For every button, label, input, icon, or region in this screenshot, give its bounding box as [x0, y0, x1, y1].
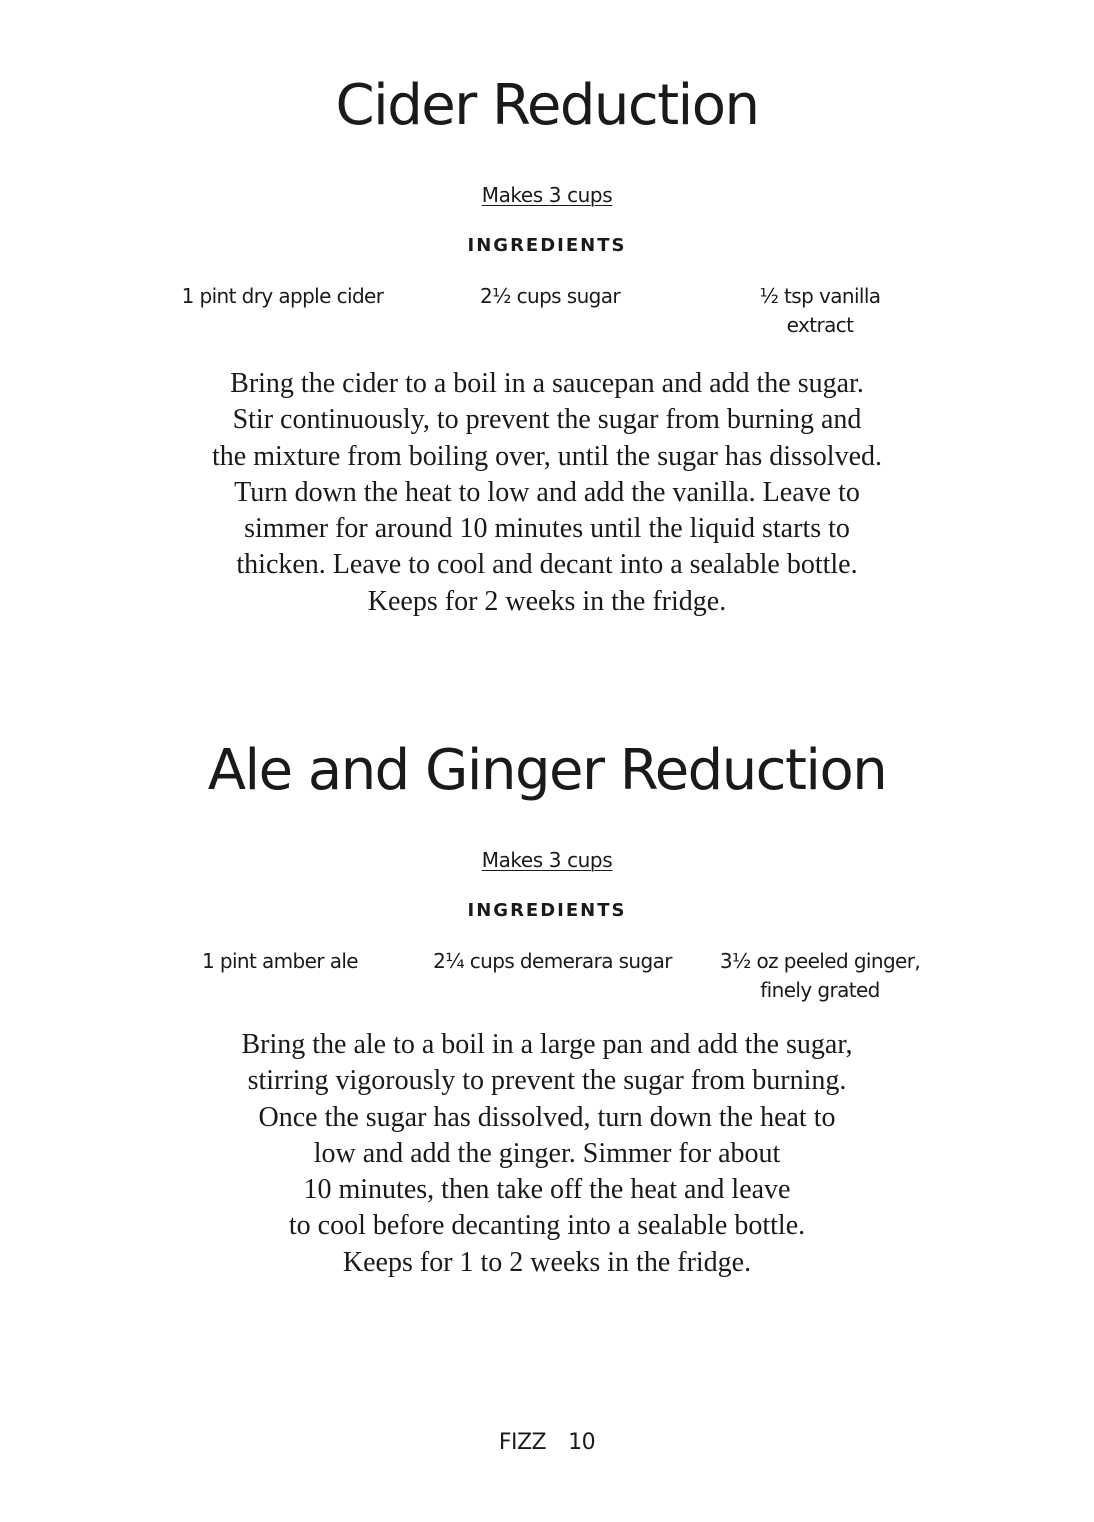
ingredient-item: 1 pint dry apple cider	[181, 284, 384, 308]
recipe-cider-reduction	[0, 66, 1094, 620]
ingredient-item: 3½ oz peeled ginger, finely grated	[719, 949, 921, 1002]
ingredients-list	[0, 947, 1094, 1009]
ingredients-list	[0, 282, 1094, 344]
recipe-title: Ale and Ginger Reduction	[207, 738, 887, 803]
ingredient-item: 2½ cups sugar	[479, 284, 621, 308]
method-text: Bring the cider to a boil in a saucepan and add the sugar. Stir continuously, to prevent the sugar from burning and the mixture from boiling over, until the sugar has dissolved. Turn down the heat to low and add the vanilla. Leave to simmer for around 10 minutes until the liquid starts to thicken. Leave to cool and decant into a sealable bottle. Keeps for 2 weeks in the fridge.	[212, 368, 882, 617]
recipe-ale-ginger-reduction	[0, 731, 1094, 1281]
ingredients-heading: INGREDIENTS	[467, 900, 627, 921]
page-number: 10	[568, 1430, 596, 1455]
ingredient-item: ½ tsp vanilla extract	[759, 284, 881, 337]
recipe-yield: Makes 3 cups	[481, 848, 613, 872]
recipe-yield: Makes 3 cups	[481, 183, 613, 207]
ingredients-heading: INGREDIENTS	[467, 235, 627, 256]
page-footer	[0, 1428, 1094, 1458]
book-title: FIZZ	[498, 1430, 547, 1455]
recipe-title: Cider Reduction	[335, 73, 759, 138]
method-text: Bring the ale to a boil in a large pan and add the sugar, stirring vigorously to prevent the sugar from burning. Once the sugar has dissolved, turn down the heat to low and add the ginger. Simmer for about 10 minutes, then take off the heat and leave to cool before decanting into a sealable bottle. Keeps for 1 to 2 weeks in the fridge.	[241, 1029, 853, 1278]
ingredient-item: 1 pint amber ale	[201, 949, 359, 973]
ingredient-item: 2¼ cups demerara sugar	[433, 949, 672, 973]
